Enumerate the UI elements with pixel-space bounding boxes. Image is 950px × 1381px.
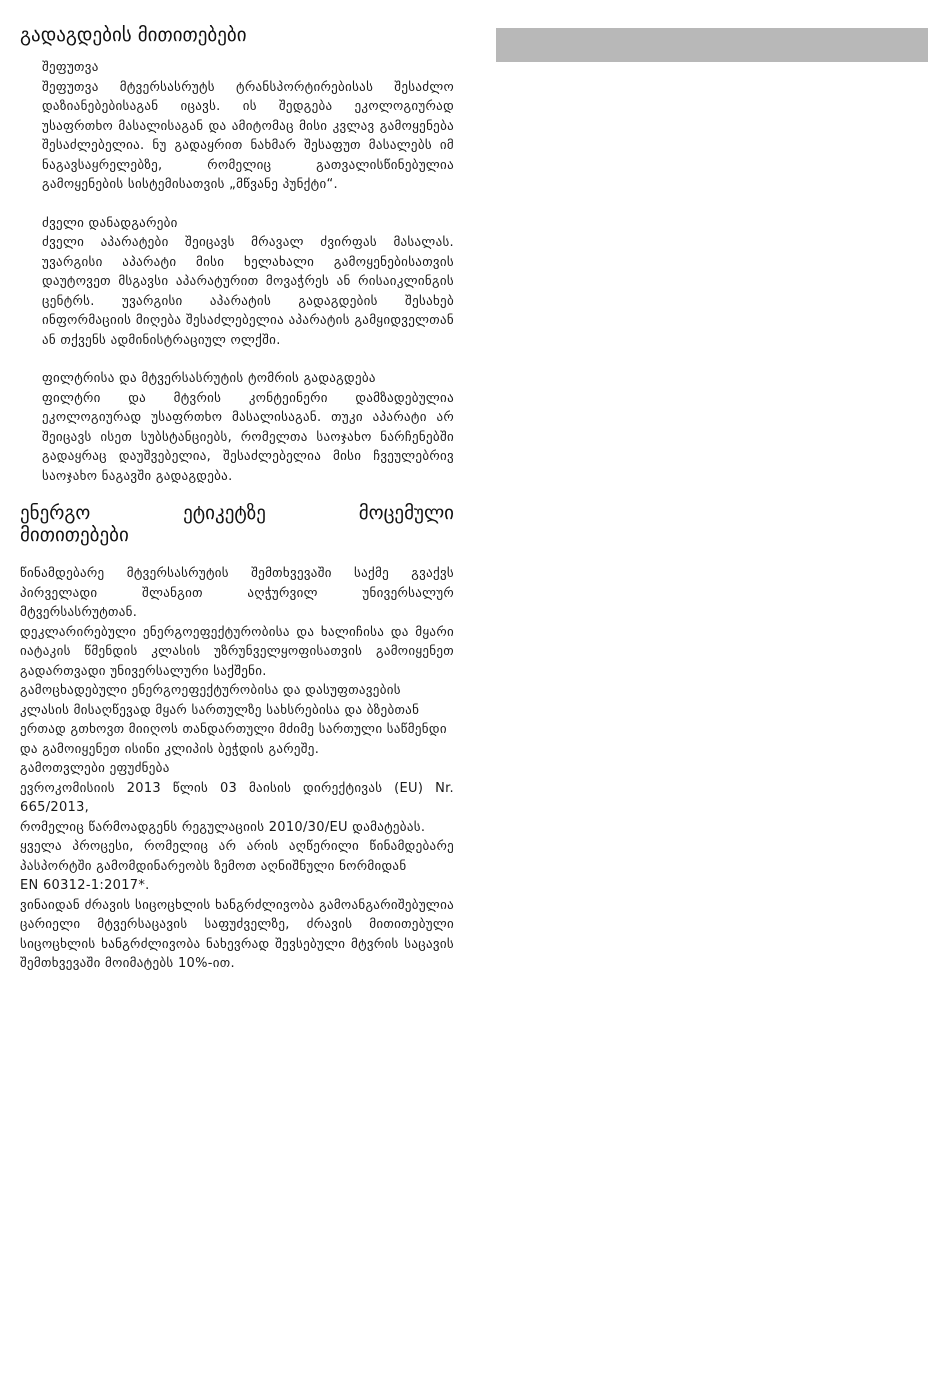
filter-subtitle: ფილტრისა და მტვერსასრუტის ტომრის გადაგდება (42, 371, 376, 386)
energy-label-title-line1 (20, 502, 454, 524)
energy-label-title (20, 502, 454, 546)
energy-paragraph: ვინაიდან ძრავის სიცოცხლის ხანგრძლივობა გამოანგარიშებულია ცარიელი მტვერსაცავის საფუძველზე, ძრავის მითითებული სიცოცხლის ხანგრძლივობა ნახევრად შევსებული მტვრის საცავის შემთხვევაში მოიმატებს 10%-ით. (20, 897, 454, 971)
packaging-subtitle: შეფუთვა (42, 60, 99, 75)
energy-paragraph: დეკლარირებული ენერგოეფექტურობისა და ხალიჩისა და მყარი იატაკის წმენდის კლასის უზრუნველყოფისათვის გამოიყენეთ გადართვადი უნივერსალური საქშენი. (20, 624, 454, 679)
energy-paragraph: ევროკომისიის 2013 წლის 03 მაისის დირექტივას (EU) Nr. 665/2013, (20, 780, 454, 815)
packaging-section (42, 58, 454, 195)
energy-paragraph: ყველა პროცესი, რომელიც არ არის აღწერილი წინამდებარე პასპორტში გამომდინარეობს ზემოთ აღნიშნული ნორმიდან (20, 839, 454, 874)
packaging-text: შეფუთვა მტვერსასრუტს ტრანსპორტირებისას შესაძლო დაზიანებებისაგან იცავს. ის შედგება ეკოლოგიურად უსაფრთხო მასალისაგან და ამიტომაც მისი კვლავ გამოყენება შესაძლებელია. ნუ გადაყრით ნახმარ შესაფუთ მასალებს იმ ნაგავსაყრელებზე, რომელიც გათვალისწინებულია გამოყენების სისტემისათვის „მწვანე პუნქტი“. (42, 79, 454, 192)
filter-text: ფილტრი და მტვრის კონტეინერი დამზადებულია ეკოლოგიურად უსაფრთხო მასალისაგან. თუკი აპარატი არ შეიცავს ისეთ სუბსტანციებს, რომელთა საოჯახო ნარჩენებში გადაყრაც დაუშვებელია, შესაძლებელია მისი ჩვეულებრივ საოჯახო ნაგავში გადაგდება. (42, 390, 454, 484)
energy-paragraph: გამოცხადებული ენერგოეფექტურობისა და დასუფთავების კლასის მისაღწევად მყარ სართულზე სახსრებისა და ბზებთან ერთად გთხოვთ მიიღოს თანდართული მძიმე სართული საწმენდი და გამოიყენეთ ისინი კლიპის ბეჭდის გარეშე. (20, 683, 447, 757)
left-column (20, 24, 454, 974)
old-devices-subtitle: ძველი დანადგარები (42, 215, 178, 231)
energy-title-word: მოცემული (358, 502, 454, 524)
disposal-title: გადაგდების მითითებები (20, 24, 247, 46)
energy-paragraph: წინამდებარე მტვერსასრუტის შემთხვევაში საქმე გვაქვს პირველადი შლანგით აღჭურვილ უნივერსალურ მტვერსასრუტთან. (20, 566, 454, 620)
energy-label-body (20, 564, 454, 974)
energy-title-word: ენერგო (20, 502, 91, 524)
old-devices-section (42, 214, 454, 351)
energy-label-title-line2: მითითებები (20, 524, 129, 546)
energy-paragraph: რომელიც წარმოადგენს რეგულაციის 2010/30/EU დამატებას. (20, 819, 426, 835)
old-devices-text: ძველი აპარატები შეიცავს მრავალ ძვირფას მასალას. უვარგისი აპარატი მისი ხელახალი გამოყენებისათვის დაუტოვეთ მსგავსი აპარატურით მოვაჭრეს ან რისაიკლინგის ცენტრს. უვარგისი აპარატის გადაგდების შესახებ ინფორმაციის მიღება შესაძლებელია აპარატის გამყიდველთან ან თქვენს ადმინისტრაციულ ოლქში. (42, 235, 454, 348)
energy-title-word: ეტიკეტზე (183, 502, 266, 524)
energy-paragraph: EN 60312-1:2017*. (20, 878, 150, 893)
filter-section (42, 369, 454, 486)
header-bar (496, 28, 928, 62)
energy-paragraph: გამოთვლები ეფუძნება (20, 761, 170, 776)
